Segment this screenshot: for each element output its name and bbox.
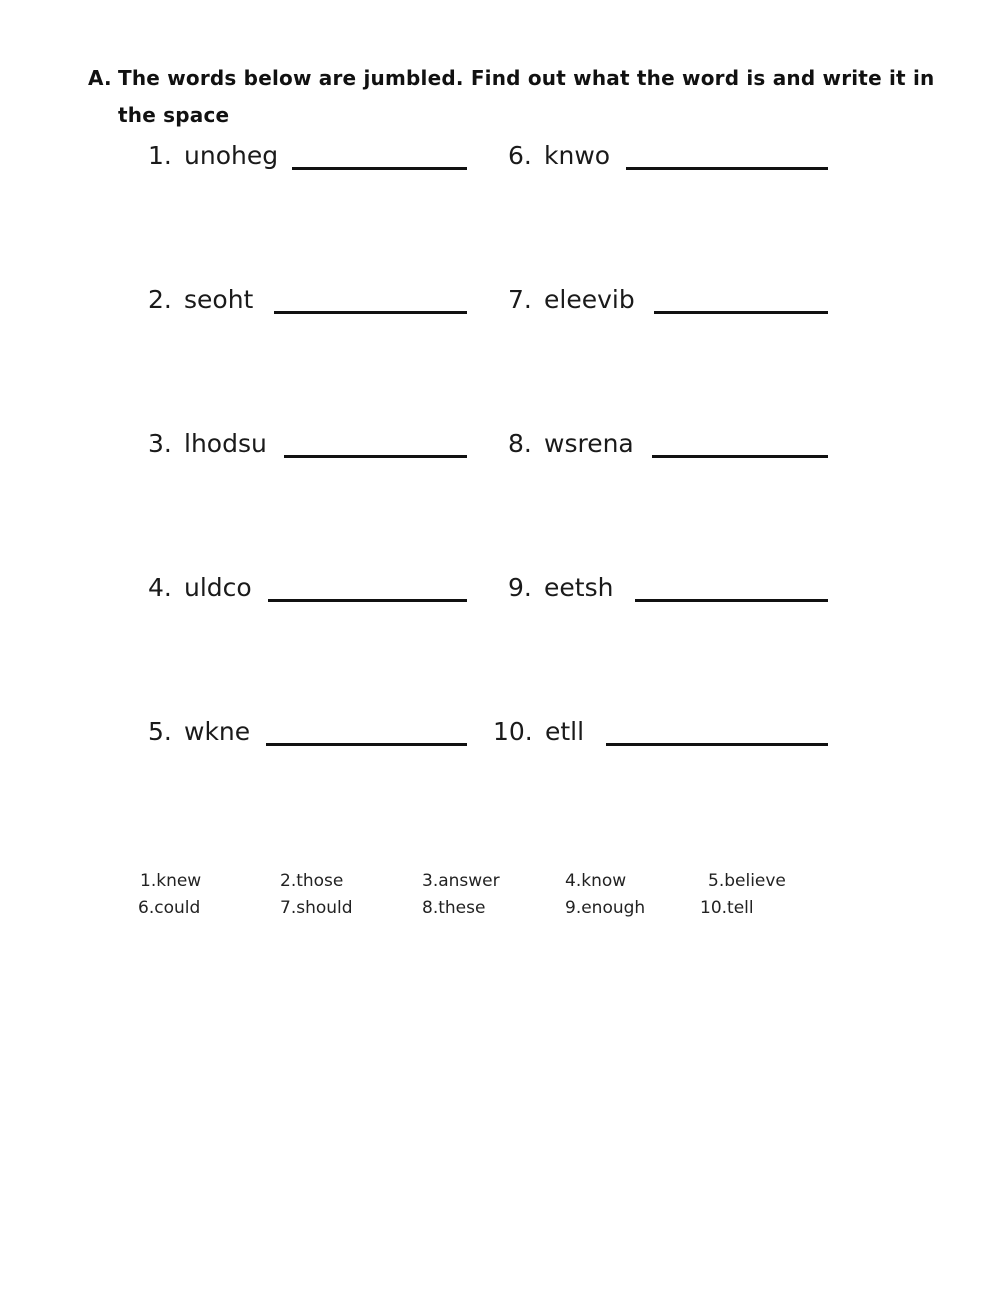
jumbled-word: lhodsu	[184, 429, 267, 458]
answer-key-item: 9.enough	[565, 898, 646, 918]
answer-blank[interactable]	[266, 743, 467, 746]
answer-key-item: 2.those	[280, 871, 344, 891]
jumbled-word: eleevib	[544, 285, 635, 314]
item-number: 3.	[148, 429, 172, 458]
instruction-text: The words below are jumbled. Find out what the word is and write it in the space	[118, 66, 935, 127]
jumbled-item-2	[148, 284, 468, 324]
answer-key-item: 5.believe	[708, 871, 786, 891]
item-number: 5.	[148, 717, 172, 746]
answer-key-item: 3.answer	[422, 871, 500, 891]
jumbled-item-7	[508, 284, 830, 324]
answer-key-item: 8.these	[422, 898, 486, 918]
answer-blank[interactable]	[284, 455, 467, 458]
answer-key-item: 4.know	[565, 871, 627, 891]
answer-blank[interactable]	[274, 311, 467, 314]
jumbled-item-3	[148, 428, 468, 468]
jumbled-word: unoheg	[184, 141, 279, 170]
item-number: 2.	[148, 285, 172, 314]
jumbled-item-9	[508, 572, 830, 612]
jumbled-word: etll	[545, 717, 585, 746]
jumbled-word: knwo	[544, 141, 611, 170]
answer-key-item: 10.tell	[700, 898, 754, 918]
answer-blank[interactable]	[292, 167, 467, 170]
instruction	[88, 60, 938, 134]
answer-blank[interactable]	[652, 455, 828, 458]
item-number: 6.	[508, 141, 532, 170]
jumbled-item-6	[508, 140, 830, 180]
jumbled-item-5	[148, 716, 468, 756]
answer-key-item: 1.knew	[140, 871, 202, 891]
jumbled-word: wsrena	[544, 429, 634, 458]
answer-blank[interactable]	[626, 167, 828, 170]
jumbled-item-1	[148, 140, 468, 180]
jumbled-word: uldco	[184, 573, 252, 602]
item-number: 7.	[508, 285, 532, 314]
item-number: 8.	[508, 429, 532, 458]
answer-blank[interactable]	[654, 311, 828, 314]
answer-blank[interactable]	[606, 743, 828, 746]
answer-key-item: 6.could	[138, 898, 201, 918]
jumbled-word: seoht	[184, 285, 254, 314]
answer-key-item: 7.should	[280, 898, 353, 918]
jumbled-item-4	[148, 572, 468, 612]
answer-blank[interactable]	[268, 599, 467, 602]
jumbled-item-8	[508, 428, 830, 468]
answer-blank[interactable]	[635, 599, 828, 602]
item-number: 9.	[508, 573, 532, 602]
item-number: 4.	[148, 573, 172, 602]
item-number: 10.	[493, 717, 533, 746]
instruction-marker: A.	[88, 66, 112, 90]
jumbled-item-10	[493, 716, 830, 756]
jumbled-word: eetsh	[544, 573, 614, 602]
jumbled-word: wkne	[184, 717, 251, 746]
item-number: 1.	[148, 141, 172, 170]
